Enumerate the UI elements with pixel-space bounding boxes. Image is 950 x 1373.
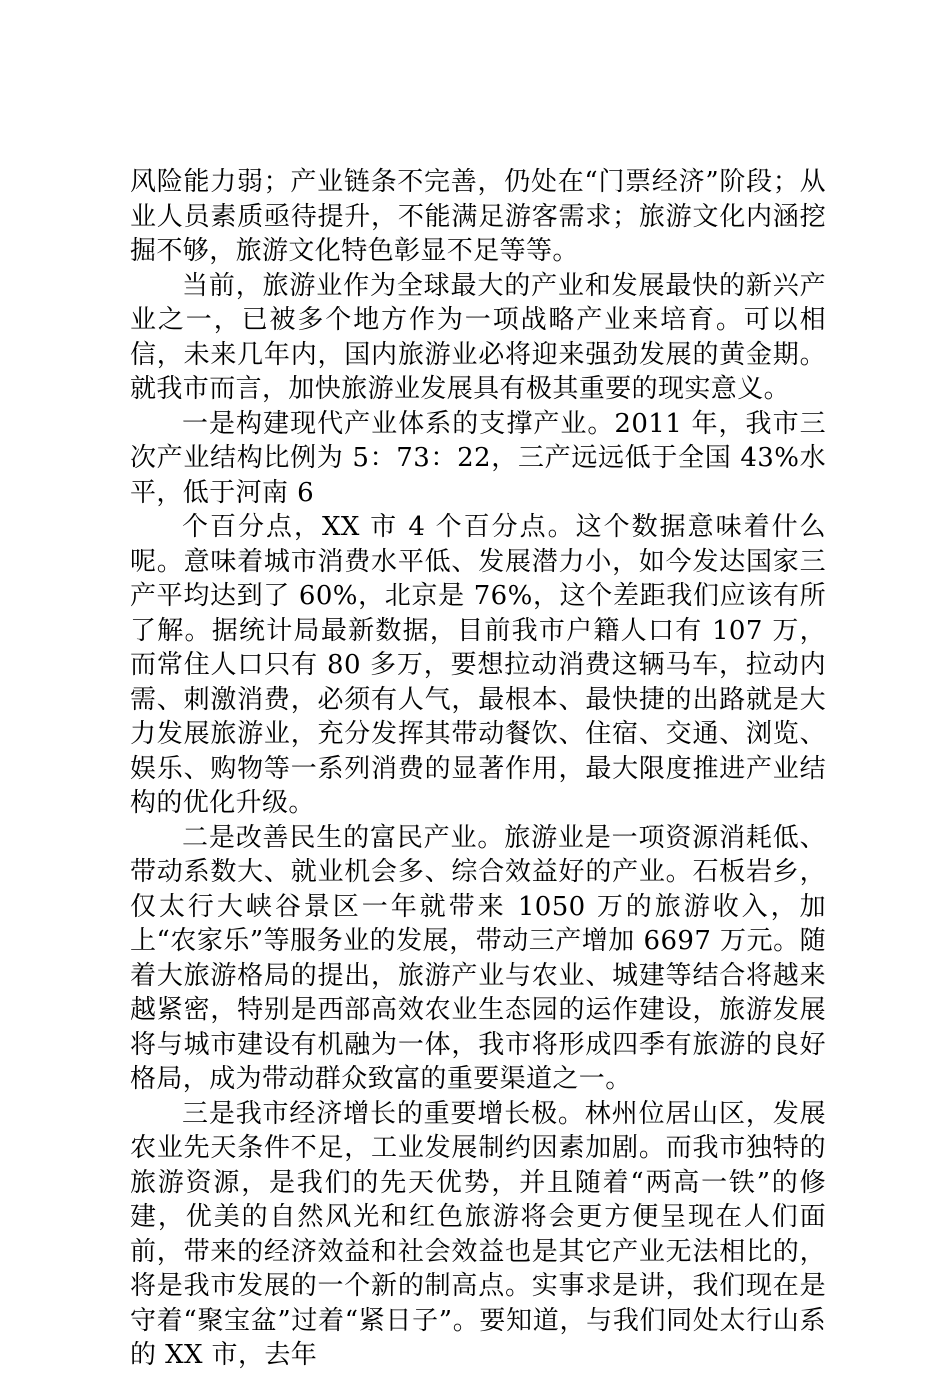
document-body [130,165,826,1373]
paragraph-2: 当前，旅游业作为全球最大的产业和发展最快的新兴产业之一，已被多个地方作为一项战略产业来培育。可以相信，未来几年内，国内旅游业必将迎来强劲发展的黄金期。就我市而言，加快旅游业发展具有极其重要的现实意义。 [130,270,826,404]
paragraph-1: 风险能力弱；产业链条不完善，仍处在“门票经济”阶段；从业人员素质亟待提升，不能满足游客需求；旅游文化内涵挖掘不够，旅游文化特色彰显不足等等。 [130,167,826,266]
paragraph-5: 二是改善民生的富民产业。旅游业是一项资源消耗低、带动系数大、就业机会多、综合效益好的产业。石板岩乡，仅太行大峡谷景区一年就带来 1050 万的旅游收入，加上“农家乐”等服务业的发展，带动三产增加 6697 万元。随着大旅游格局的提出，旅游产业与农业、城建等结合将越来越紧密，特别是西部高效农业生态园的运作建设，旅游发展将与城市建设有机融为一体，我市将形成四季有旅游的良好格局，成为带动群众致富的重要渠道之一。 [130,822,826,1094]
paragraph-6: 三是我市经济增长的重要增长极。林州位居山区，发展农业先天条件不足，工业发展制约因素加剧。而我市独特的旅游资源，是我们的先天优势，并且随着“两高一铁”的修建，优美的自然风光和红色旅游将会更方便呈现在人们面前，带来的经济效益和社会效益也是其它产业无法相比的，将是我市发展的一个新的制高点。实事求是讲，我们现在是守着“聚宝盆”过着“紧日子”。要知道，与我们同处太行山系的 XX 市，去年 [130,1098,826,1370]
paragraph-4: 个百分点，XX 市 4 个百分点。这个数据意味着什么呢。意味着城市消费水平低、发展潜力小，如今发达国家三产平均达到了 60%，北京是 76%，这个差距我们应该有所了解。据统计局最新数据，目前我市户籍人口有 107 万，而常住人口只有 80 多万，要想拉动消费这辆马车，拉动内需、刺激消费，必须有人气，最根本、最快捷的出路就是大力发展旅游业，充分发挥其带动餐饮、住宿、交通、浏览、娱乐、购物等一系列消费的显著作用，最大限度推进产业结构的优化升级。 [130,512,826,818]
paragraph-3: 一是构建现代产业体系的支撑产业。2011 年，我市三次产业结构比例为 5：73：22，三产远远低于全国 43%水平，低于河南 6 [130,408,826,508]
